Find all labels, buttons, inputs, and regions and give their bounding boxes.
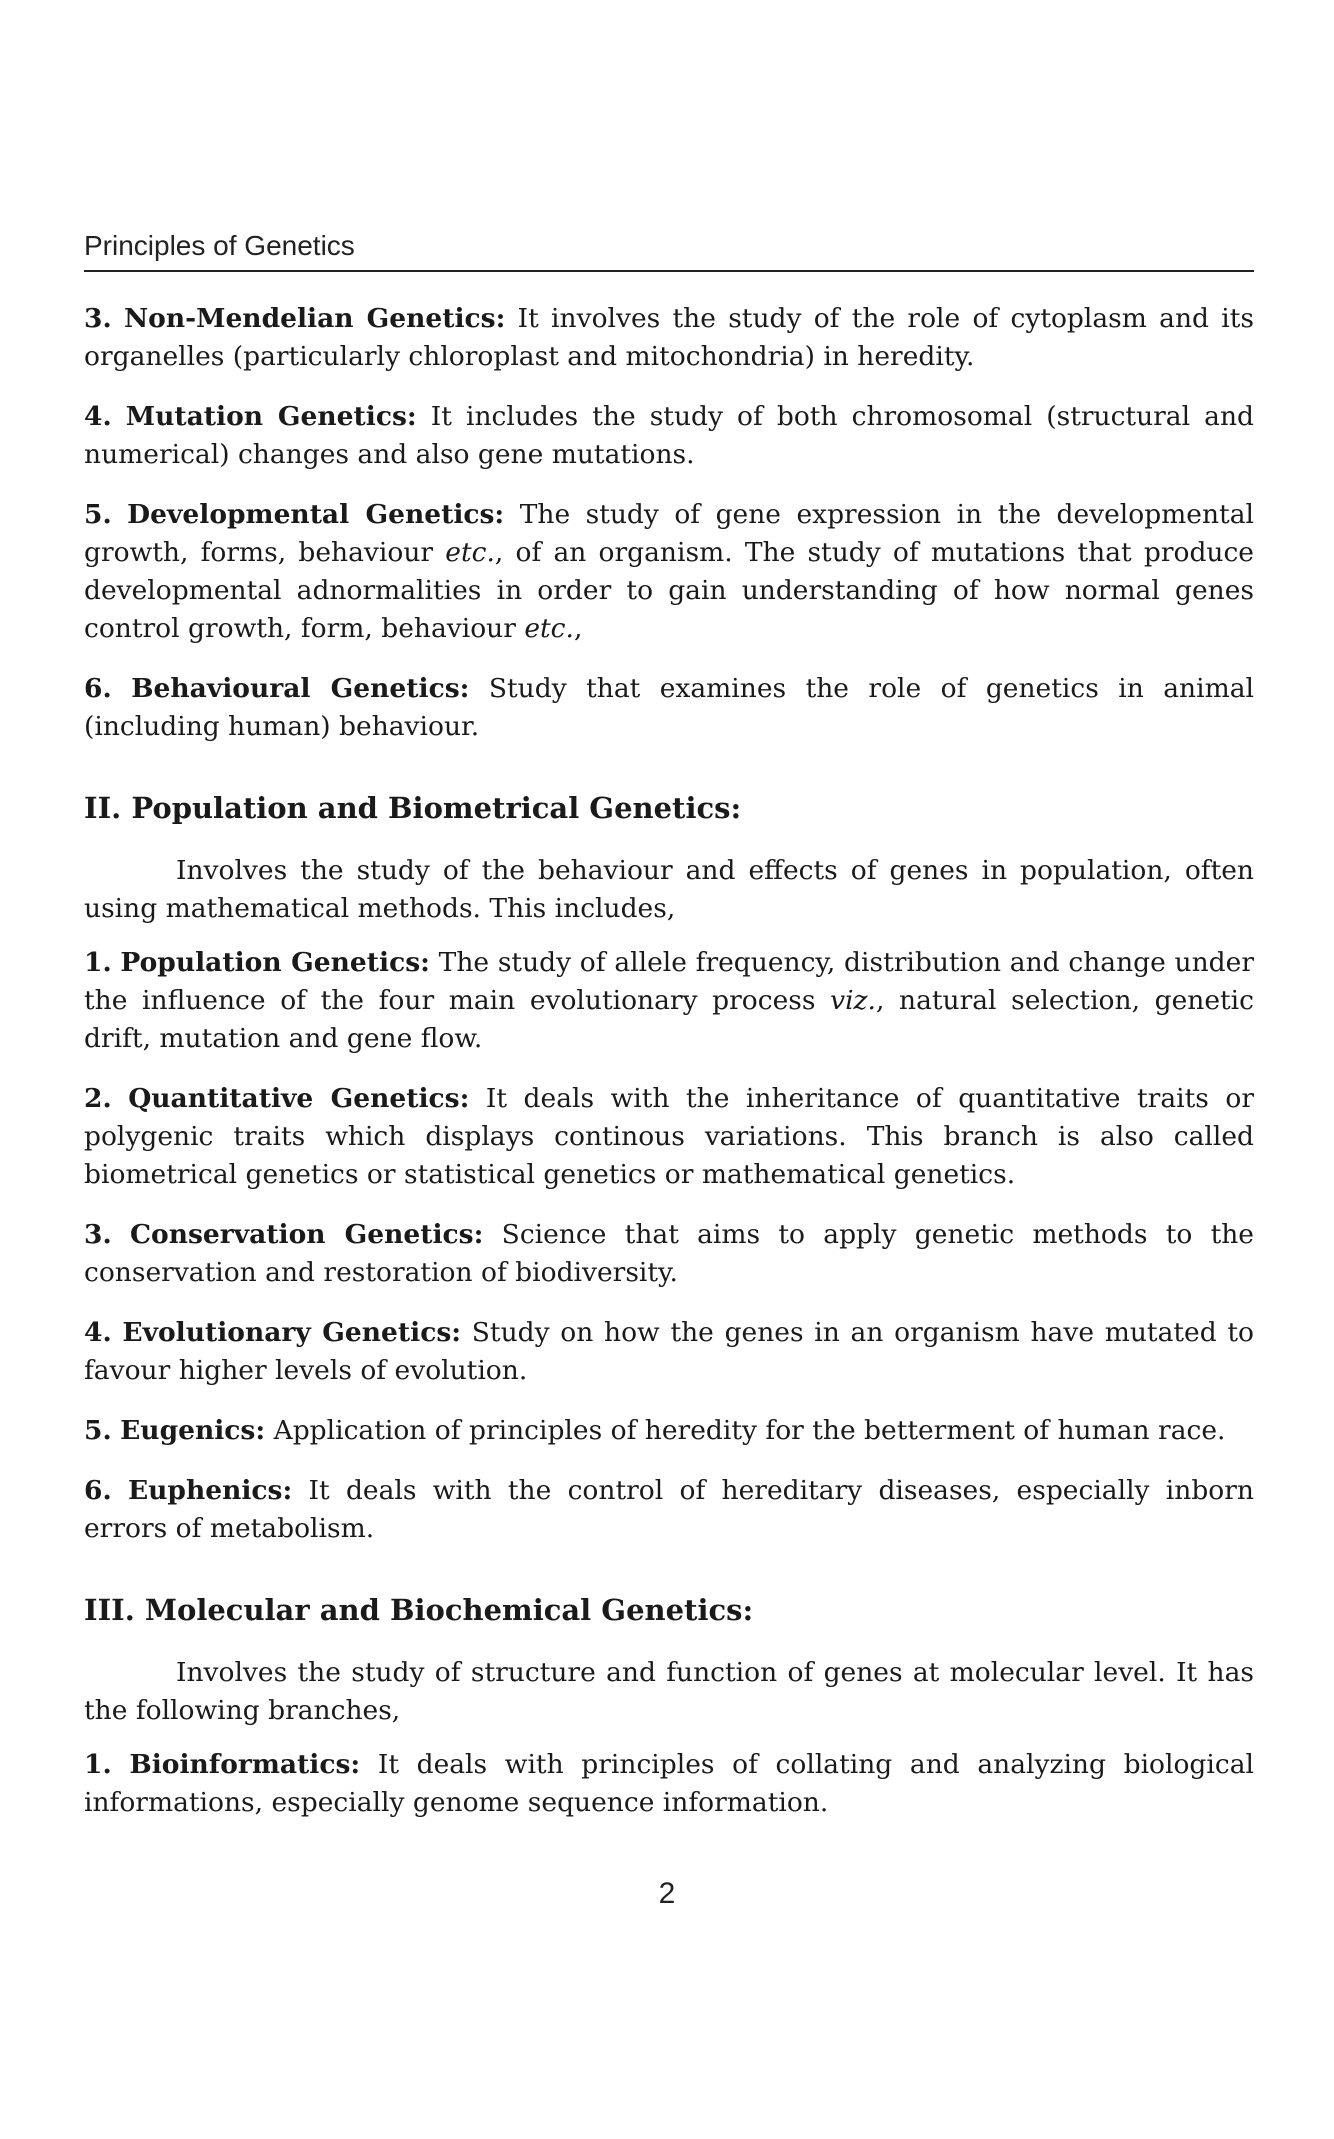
item-term: Developmental Genetics: — [127, 499, 505, 530]
list-item-mutation-genetics — [84, 398, 1254, 474]
item-text: Application of principles of heredity for the betterment of human race. — [265, 1415, 1226, 1446]
list-item-non-mendelian-genetics — [84, 300, 1254, 376]
section-heading-population-biometrical: II. Population and Biometrical Genetics: — [84, 791, 742, 825]
list-item-evolutionary-genetics — [84, 1314, 1254, 1390]
item-term: Bioinformatics: — [129, 1749, 361, 1780]
item-number: 1. — [84, 947, 112, 978]
item-text: It deals with principles of collating and analyzing biological informations, especially genome sequence information. — [84, 1749, 1254, 1818]
list-item-population-genetics — [84, 944, 1254, 1058]
item-number: 1. — [84, 1749, 112, 1780]
item-text: , of an organism. The study of mutations that produce developmental adnormalities in order to gain understanding of how normal genes control growth, form, behaviour — [84, 537, 1254, 644]
item-text: It includes the study of both chromosomal (structural and numerical) changes and also gene mutations. — [84, 401, 1254, 470]
item-term: Non-Mendelian Genetics: — [123, 303, 506, 334]
section-intro: Involves the study of the behaviour and effects of genes in population, often using mathematical methods. This includes, — [84, 855, 1254, 924]
item-number: 2. — [84, 1083, 112, 1114]
item-number: 3. — [84, 1219, 112, 1250]
list-item-behavioural-genetics — [84, 670, 1254, 746]
item-text: The study of gene expression in the developmental growth, forms, behaviour — [84, 499, 1254, 568]
list-item-bioinformatics — [84, 1746, 1254, 1822]
item-text: It deals with the inheritance of quantitative traits or polygenic traits which displays continous variations. This branch is also called biometrical genetics or statistical genetics or mathematical genetics. — [84, 1083, 1254, 1190]
item-text: Study that examines the role of genetics in animal (including human) behaviour. — [84, 673, 1254, 742]
item-emphasis: etc. — [524, 613, 574, 644]
page-number: 2 — [658, 1877, 676, 1910]
item-term: Euphenics: — [127, 1475, 293, 1506]
item-term: Conservation Genetics: — [129, 1219, 484, 1250]
item-number: 6. — [84, 673, 112, 704]
list-item-developmental-genetics — [84, 496, 1254, 648]
item-number: 3. — [84, 303, 112, 334]
item-text: Study on how the genes in an organism have mutated to favour higher levels of evolution. — [84, 1317, 1254, 1386]
section-heading-molecular-biochemical: III. Molecular and Biochemical Genetics: — [84, 1593, 754, 1627]
item-term: Evolutionary Genetics: — [122, 1317, 462, 1348]
item-text: , natural selection, genetic drift, mutation and gene flow. — [84, 985, 1254, 1054]
section-intro: Involves the study of structure and function of genes at molecular level. It has the following branches, — [84, 1657, 1254, 1726]
item-text: The study of allele frequency, distribution and change under the influence of the four main evolutionary process — [84, 947, 1254, 1016]
item-text: , — [573, 613, 583, 644]
list-item-eugenics — [84, 1412, 1254, 1450]
item-term: Eugenics: — [120, 1415, 266, 1446]
page-body — [84, 228, 1254, 1844]
item-term: Behavioural Genetics: — [131, 673, 470, 704]
item-number: 4. — [84, 1317, 112, 1348]
running-header: Principles of Genetics — [84, 228, 1254, 272]
item-number: 5. — [84, 499, 112, 530]
list-item-euphenics — [84, 1472, 1254, 1548]
item-term: Mutation Genetics: — [125, 401, 417, 432]
item-emphasis: etc. — [445, 537, 495, 568]
item-text: It involves the study of the role of cytoplasm and its organelles (particularly chloroplast and mitochondria) in heredity. — [84, 303, 1254, 372]
item-emphasis: viz. — [830, 985, 876, 1016]
item-text: Science that aims to apply genetic methods to the conservation and restoration of biodiversity. — [84, 1219, 1254, 1288]
list-item-quantitative-genetics — [84, 1080, 1254, 1194]
item-number: 6. — [84, 1475, 112, 1506]
item-number: 4. — [84, 401, 112, 432]
item-term: Population Genetics: — [120, 947, 430, 978]
list-item-conservation-genetics — [84, 1216, 1254, 1292]
item-term: Quantitative Genetics: — [128, 1083, 470, 1114]
item-text: It deals with the control of hereditary diseases, especially inborn errors of metabolism. — [84, 1475, 1254, 1544]
item-number: 5. — [84, 1415, 112, 1446]
